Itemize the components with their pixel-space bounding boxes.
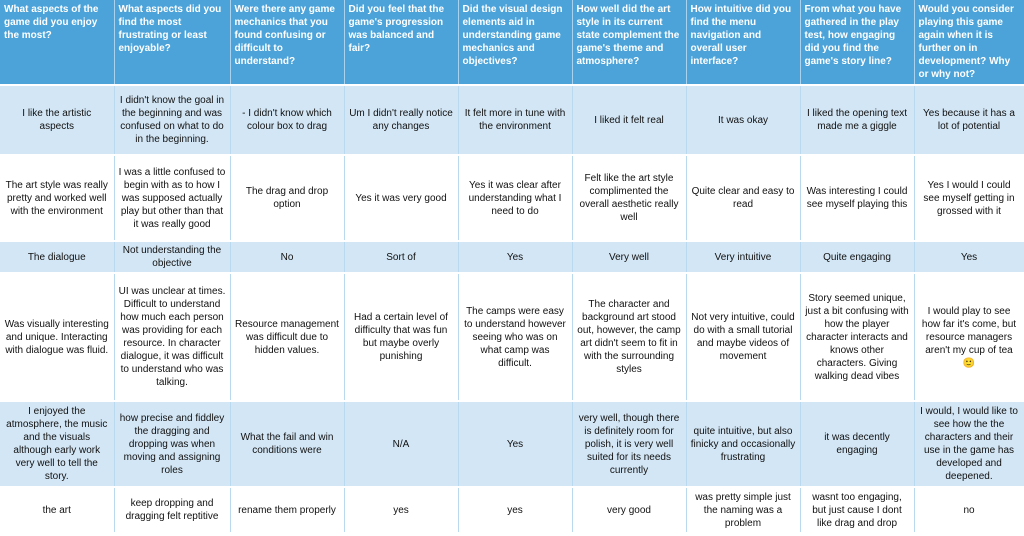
column-header: What aspects of the game did you enjoy the most?	[0, 0, 114, 85]
table-cell: Had a certain level of difficulty that was fun but maybe overly punishing	[344, 273, 458, 401]
table-cell: I liked the opening text made me a giggle	[800, 85, 914, 155]
table-cell: Story seemed unique, just a bit confusing with how the player character interacts and knows other characters. Giving walking dead vibes	[800, 273, 914, 401]
table-cell: N/A	[344, 401, 458, 487]
column-header: What aspects did you find the most frustrating or least enjoyable?	[114, 0, 230, 85]
table-cell: Yes	[458, 241, 572, 273]
table-cell: Quite clear and easy to read	[686, 155, 800, 241]
table-cell: Yes it was very good	[344, 155, 458, 241]
table-cell: Very well	[572, 241, 686, 273]
table-cell: Yes	[458, 401, 572, 487]
table-row	[0, 241, 1024, 273]
table-cell: Felt like the art style complimented the overall aesthetic really well	[572, 155, 686, 241]
column-header: How intuitive did you find the menu navigation and overall user interface?	[686, 0, 800, 85]
table-cell: It was okay	[686, 85, 800, 155]
table-cell: yes	[344, 487, 458, 533]
table-cell: yes	[458, 487, 572, 533]
table-cell: It felt more in tune with the environment	[458, 85, 572, 155]
column-header: Did the visual design elements aid in understanding game mechanics and objectives?	[458, 0, 572, 85]
table-cell: no	[914, 487, 1024, 533]
table-cell: rename them properly	[230, 487, 344, 533]
table-cell: What the fail and win conditions were	[230, 401, 344, 487]
table-row	[0, 155, 1024, 241]
table-cell: wasnt too engaging, but just cause I dont like drag and drop	[800, 487, 914, 533]
table-cell: Um I didn't really notice any changes	[344, 85, 458, 155]
table-cell: I didn't know the goal in the beginning and was confused on what to do in the beginning.	[114, 85, 230, 155]
table-cell: Yes I would I could see myself getting in grossed with it	[914, 155, 1024, 241]
table-cell: I enjoyed the atmosphere, the music and the visuals although early work very well to tell the story.	[0, 401, 114, 487]
column-header: From what you have gathered in the play test, how engaging did you find the game's story line?	[800, 0, 914, 85]
column-header: Did you feel that the game's progression was balanced and fair?	[344, 0, 458, 85]
table-cell: Resource management was difficult due to hidden values.	[230, 273, 344, 401]
table-cell: I would, I would like to see how the the characters and their use in the game has developed and deepened.	[914, 401, 1024, 487]
table-cell: very good	[572, 487, 686, 533]
table-cell: Yes	[914, 241, 1024, 273]
table-cell: quite intuitive, but also finicky and occasionally frustrating	[686, 401, 800, 487]
table-cell: - I didn't know which colour box to drag	[230, 85, 344, 155]
table-cell: Not understanding the objective	[114, 241, 230, 273]
header-row	[0, 0, 1024, 85]
table-cell: Not very intuitive, could do with a small tutorial and maybe videos of movement	[686, 273, 800, 401]
table-cell: UI was unclear at times. Difficult to understand how much each person was providing for each resource. In character dialogue, it was difficult to understand who was talking.	[114, 273, 230, 401]
table-cell: The drag and drop option	[230, 155, 344, 241]
table-cell: I liked it felt real	[572, 85, 686, 155]
table-cell: The art style was really pretty and worked well with the environment	[0, 155, 114, 241]
table-cell: No	[230, 241, 344, 273]
table-cell: Was visually interesting and unique. Interacting with dialogue was fluid.	[0, 273, 114, 401]
table-cell: I like the artistic aspects	[0, 85, 114, 155]
table-cell: keep dropping and dragging felt reptitive	[114, 487, 230, 533]
table-cell: it was decently engaging	[800, 401, 914, 487]
table-cell: I was a little confused to begin with as to how I was supposed actually play but other than that it was really good	[114, 155, 230, 241]
table-cell: Was interesting I could see myself playing this	[800, 155, 914, 241]
table-cell: how precise and fiddley the dragging and dropping was when moving and assigning roles	[114, 401, 230, 487]
table-cell: very well, though there is definitely room for polish, it is very well suited for its needs currently	[572, 401, 686, 487]
table-cell: The camps were easy to understand however seeing who was on what camp was difficult.	[458, 273, 572, 401]
table-row	[0, 273, 1024, 401]
table-cell: Very intuitive	[686, 241, 800, 273]
column-header: How well did the art style in its current state complement the game's theme and atmosphere?	[572, 0, 686, 85]
column-header: Would you consider playing this game again when it is further on in development? Why or why not?	[914, 0, 1024, 85]
table-cell: The character and background art stood out, however, the camp art didn't seem to fit in with the surrounding styles	[572, 273, 686, 401]
table-cell: Yes because it has a lot of potential	[914, 85, 1024, 155]
table-cell: Yes it was clear after understanding what I need to do	[458, 155, 572, 241]
table-cell: Quite engaging	[800, 241, 914, 273]
table-cell: I would play to see how far it's come, but resource managers aren't my cup of tea 🙂	[914, 273, 1024, 401]
table-row	[0, 85, 1024, 155]
table-cell: The dialogue	[0, 241, 114, 273]
table-cell: Sort of	[344, 241, 458, 273]
table-cell: the art	[0, 487, 114, 533]
table-cell: was pretty simple just the naming was a problem	[686, 487, 800, 533]
column-header: Were there any game mechanics that you found confusing or difficult to understand?	[230, 0, 344, 85]
table-row	[0, 487, 1024, 533]
table-row	[0, 401, 1024, 487]
